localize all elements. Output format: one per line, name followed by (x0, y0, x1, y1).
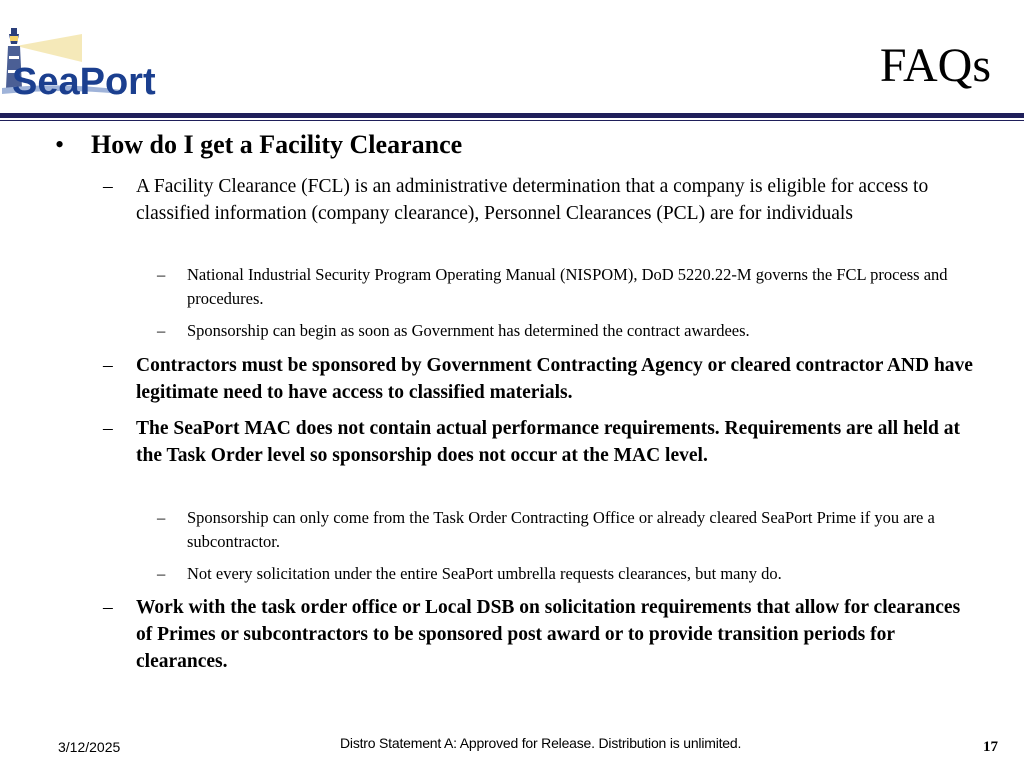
dash-marker: – (157, 265, 166, 284)
sub-item-sponsorship-begin (157, 319, 977, 343)
bullet-marker: • (55, 130, 65, 159)
item-text: Contractors must be sponsored by Government Contracting Agency or cleared contractor AND have legitimate need to have access to classified materials. (136, 355, 973, 403)
title-rule-thin (0, 120, 1024, 121)
list-item-contractors (103, 352, 976, 406)
logo-text: SeaPort (12, 61, 156, 103)
dash-marker: – (157, 564, 166, 583)
page-number: 17 (983, 739, 998, 755)
question-text: How do I get a Facility Clearance (91, 130, 463, 159)
sub-item-task-order (157, 506, 977, 554)
dash-marker: – (103, 418, 113, 439)
item-text: Sponsorship can begin as soon as Government has determined the contract awardees. (187, 321, 750, 340)
dash-marker: – (103, 176, 113, 197)
title-rule (0, 113, 1024, 118)
list-item-mac (103, 415, 976, 469)
dash-marker: – (103, 355, 113, 376)
item-text: Work with the task order office or Local DSB on solicitation requirements that allow for clearances of Primes or subcontractors to be sponsored post award or to provide transition periods for clearances. (136, 597, 961, 672)
slide-title: FAQs (879, 39, 991, 92)
dash-marker: – (157, 321, 166, 340)
dash-marker: – (103, 597, 113, 618)
sub-item-nispom (157, 263, 977, 311)
sub-item-not-every (157, 562, 977, 586)
footer-distribution-statement: Distro Statement A: Approved for Release. Distribution is unlimited. (340, 735, 742, 751)
item-text: The SeaPort MAC does not contain actual performance requirements. Requirements are all held at the Task Order level so sponsorship does not occur at the MAC level. (136, 418, 960, 466)
dash-marker: – (157, 508, 166, 527)
list-item-fcl (103, 173, 976, 227)
lighthouse-icon (2, 24, 172, 108)
item-text: Sponsorship can only come from the Task Order Contracting Office or already cleared SeaPort Prime if you are a subcontractor. (187, 508, 935, 551)
item-text: National Industrial Security Program Operating Manual (NISPOM), DoD 5220.22-M governs the FCL process and procedures. (187, 265, 948, 308)
item-text: Not every solicitation under the entire SeaPort umbrella requests clearances, but many do. (187, 564, 782, 583)
footer-date: 3/12/2025 (58, 739, 121, 755)
item-text: A Facility Clearance (FCL) is an administrative determination that a company is eligible for access to classified information (company clearance), Personnel Clearances (PCL) are for individuals (136, 176, 929, 224)
list-item-work-with (103, 594, 976, 675)
seaport-logo (2, 24, 172, 108)
question-heading (55, 129, 971, 161)
